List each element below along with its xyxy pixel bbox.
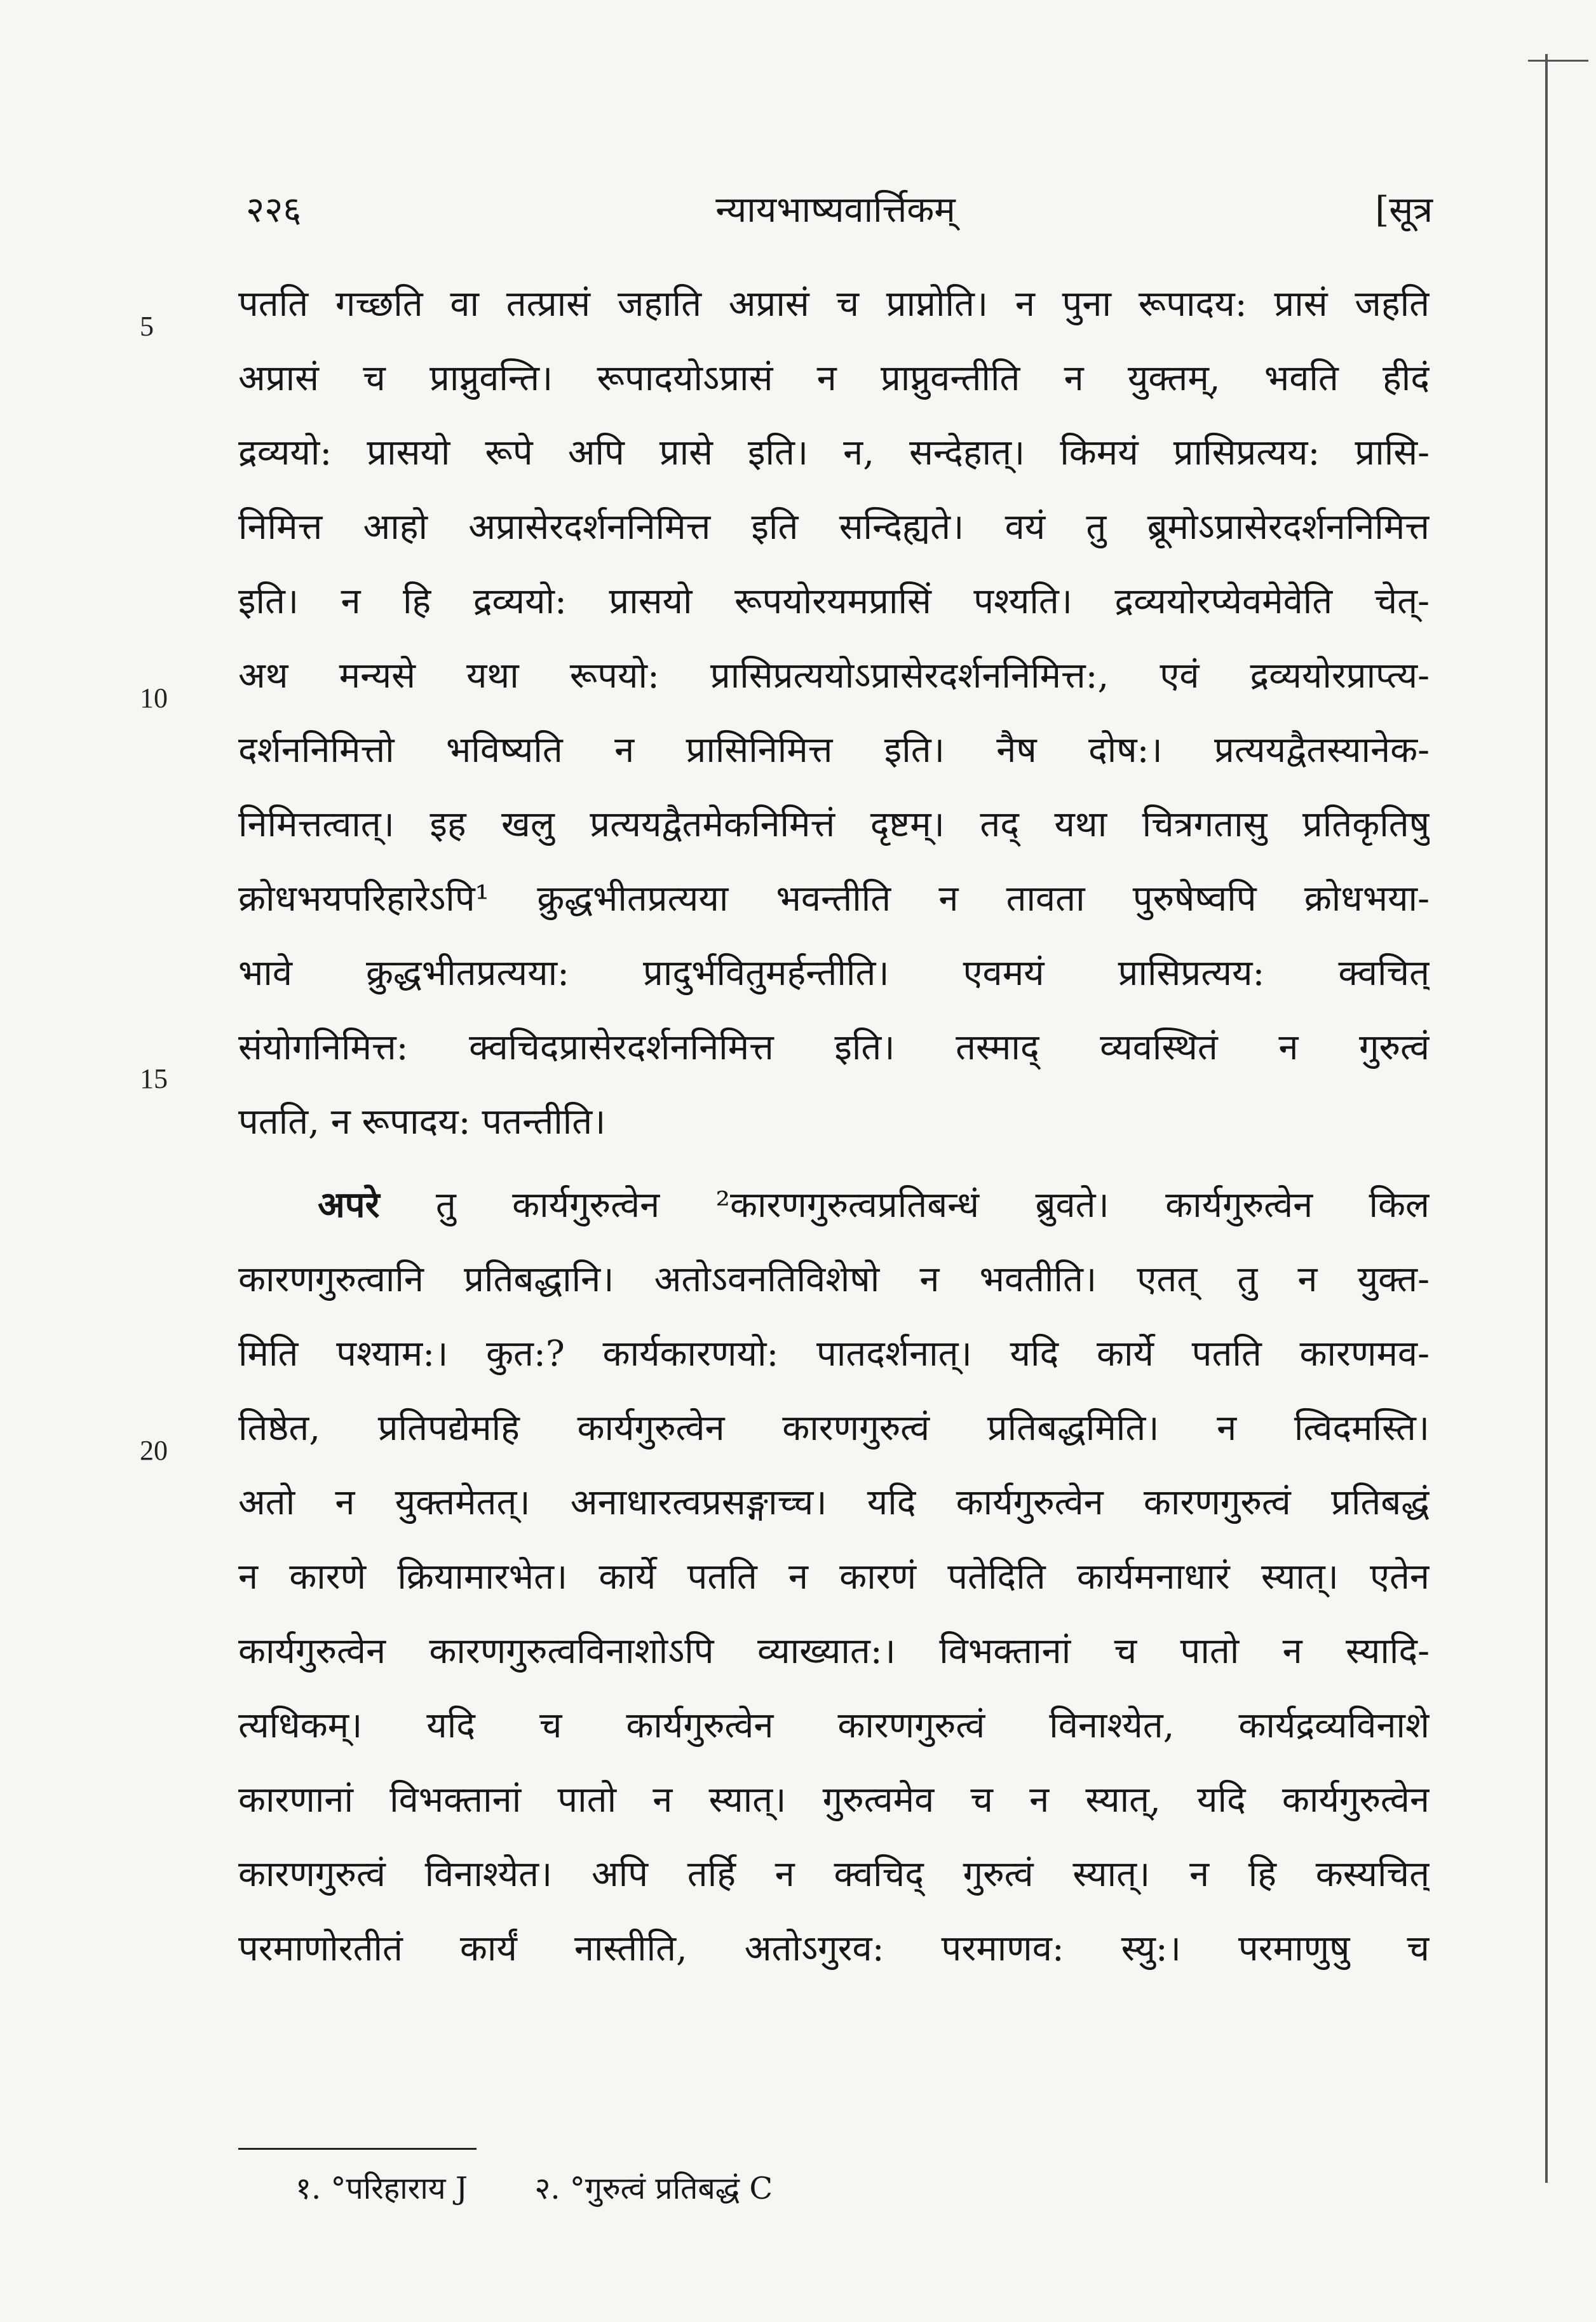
footnote-1: १. °परिहाराय J [295,2171,468,2206]
text-line-12: पतति, न रूपादय: पतन्तीति। [238,1101,606,1143]
text-line-16: तिष्ठेत, प्रतिपद्येमहि कार्यगुरुत्वेन कारणगुरुत्वं प्रतिबद्धमिति। न त्विदमस्ति। [238,1408,1430,1449]
text-line-19: कार्यगुरुत्वेन कारणगुरुत्वविनाशोऽपि व्याख्यात:। विभक्तानां च पातो न स्यादि- [238,1631,1430,1672]
footnote-divider [238,2148,477,2150]
page-number: २२६ [246,189,302,231]
text-line-5: इति। न हि द्रव्ययो: प्रासयो रूपयोरयमप्रासिं पश्यति। द्रव्ययोरप्येवमेवेति चेत्- [238,581,1430,622]
text-line-21: कारणानां विभक्तानां पातो न स्यात्। गुरुत्वमेव च न स्यात्, यदि कार्यगुरुत्वेन [238,1779,1430,1821]
text-line-3: द्रव्ययो: प्रासयो रूपे अपि प्रासे इति। न, सन्देहात्। किमयं प्रासिप्रत्यय: प्रासि- [238,432,1430,473]
line-number-5: 5 [140,311,154,342]
page-edge-tick [1528,60,1588,62]
line-number-10: 10 [140,682,168,714]
running-title: न्यायभाष्यवार्त्तिकम् [715,189,956,231]
text-line-4: निमित्त आहो अप्रासेरदर्शननिमित्त इति सन्दिह्यते। वयं तु ब्रूमोऽप्रासेरदर्शननिमित्त [238,506,1430,548]
text-line-2: अप्रासं च प्राप्नुवन्ति। रूपादयोऽप्रासं न प्राप्नुवन्तीति न युक्तम्, भवति हीदं [238,358,1430,399]
text-line-1: पतति गच्छति वा तत्प्रासं जहाति अप्रासं च प्राप्नोति। न पुना रूपादय: प्रासं जहति [238,283,1430,325]
body-text [238,267,1430,1986]
text-line-23: परमाणोरतीतं कार्यं नास्तीति, अतोऽगुरव: परमाणव: स्यु:। परमाणुषु च [238,1928,1430,1969]
text-line-6: अथ मन्यसे यथा रूपयो: प्रासिप्रत्ययोऽप्रासेरदर्शननिमित्त:, एवं द्रव्ययोरप्राप्त्य- [238,655,1430,696]
footnote-2: २. °गुरुत्वं प्रतिबद्धं C [534,2171,773,2206]
text-line-20: त्यधिकम्। यदि च कार्यगुरुत्वेन कारणगुरुत्वं विनाश्येत, कार्यद्रव्यविनाशे [238,1705,1430,1746]
text-line-8: निमित्तत्वात्। इह खलु प्रत्ययद्वैतमेकनिमित्तं दृष्टम्। तद् यथा चित्रगतासु प्रतिकृतिषु [238,804,1430,845]
text-line-13: अपरे तु कार्यगुरुत्वेन ²कारणगुरुत्वप्रतिबन्धं ब्रुवते। कार्यगुरुत्वेन किल [318,1184,1430,1226]
section-mark: [सूत्र [1375,189,1433,231]
text-line-18: न कारणे क्रियामारभेत। कार्ये पतति न कारणं पतेदिति कार्यमनाधारं स्यात्। एतेन [238,1556,1430,1598]
line-number-15: 15 [140,1063,168,1094]
text-line-22: कारणगुरुत्वं विनाश्येत। अपि तर्हि न क्वचिद् गुरुत्वं स्यात्। न हि कस्यचित् [238,1854,1430,1895]
paragraph-lead-word: अपरे [318,1184,380,1226]
text-line-9: क्रोधभयपरिहारेऽपि¹ क्रुद्धभीतप्रत्यया भवन्तीति न तावता पुरुषेष्वपि क्रोधभया- [238,878,1430,920]
text-line-11: संयोगनिमित्त: क्वचिदप्रासेरदर्शननिमित्त इति। तस्माद् व्यवस्थितं न गुरुत्वं [238,1027,1430,1068]
text-line-15: मिति पश्याम:। कुत:? कार्यकारणयो: पातदर्शनात्। यदि कार्ये पतति कारणमव- [238,1333,1430,1375]
text-line-14: कारणगुरुत्वानि प्रतिबद्धानि। अतोऽवनतिविशेषो न भवतीति। एतत् तु न युक्त- [238,1259,1430,1300]
line-number-20: 20 [140,1435,168,1466]
page-header [238,184,1433,241]
text-line-7: दर्शननिमित्तो भविष्यति न प्रासिनिमित्त इति। नैष दोष:। प्रत्ययद्वैतस्यानेक- [238,730,1430,771]
text-line-10: भावे क्रुद्धभीतप्रत्यया: प्रादुर्भवितुमर्हन्तीति। एवमयं प्रासिप्रत्यय: क्वचित् [238,953,1430,994]
footnotes [295,2167,830,2208]
text-line-17: अतो न युक्तमेतत्। अनाधारत्वप्रसङ्गाच्च। यदि कार्यगुरुत्वेन कारणगुरुत्वं प्रतिबद्धं [238,1482,1430,1523]
page-edge-line [1545,54,1548,2183]
